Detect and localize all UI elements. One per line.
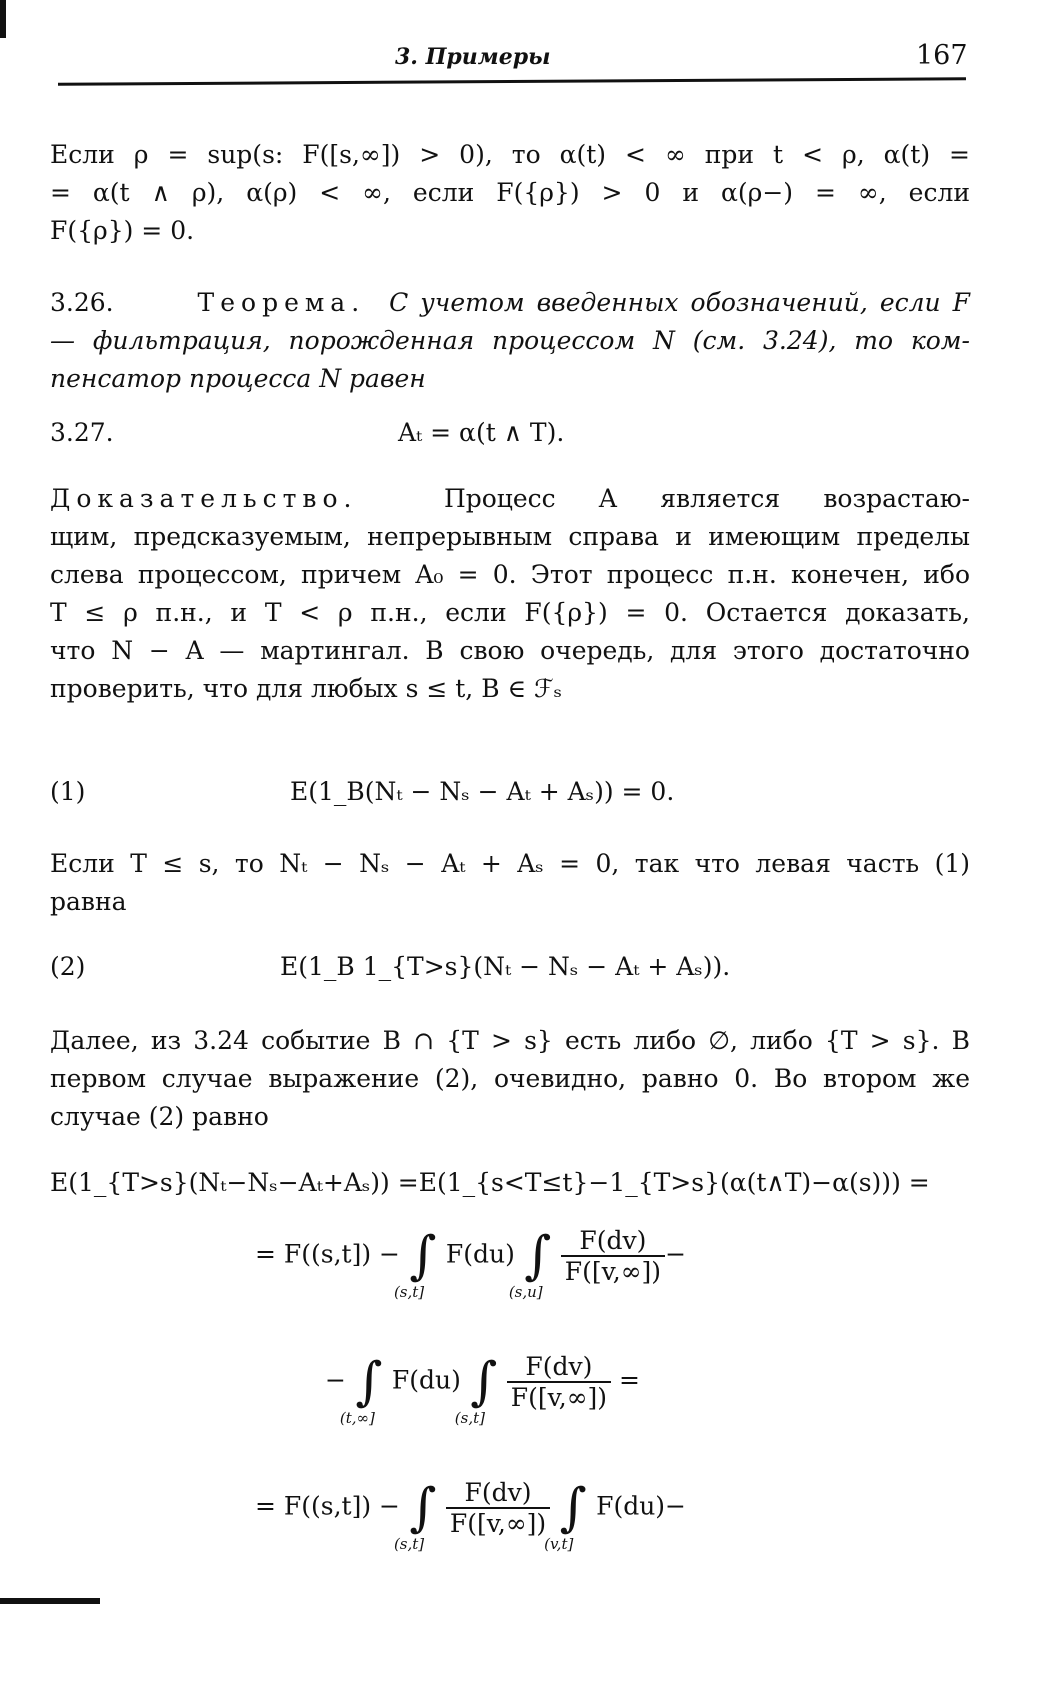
integral-sign: ∫ (s,t] [393,1478,437,1553]
proof-text: Процесс A является возрастаю- [443,484,970,513]
fraction-numerator: F(dv) [507,1352,611,1383]
text-line: проверить, что для любых s ≤ t, B ∈ ℱₛ [50,674,563,703]
fraction-numerator: F(dv) [446,1478,550,1509]
integral-limit: (v,t] [544,1535,574,1553]
equation-2: E(1_B 1_{T>s}(Nₜ − Nₛ − Aₜ + Aₛ)). [280,952,731,981]
scan-edge-mark [0,0,6,38]
text-line: слева процессом, причем A₀ = 0. Этот процесс п.н. конечен, ибо [50,560,970,589]
theorem-text: С учетом введенных обозначений, если F [389,288,970,317]
page-number: 167 [916,40,968,71]
text-line: T ≤ ρ п.н., и T < ρ п.н., если F({ρ}) = 0. Остается доказать, [50,598,970,627]
text-line: Если T ≤ s, то Nₜ − Nₛ − Aₜ + Aₛ = 0, так что левая часть (1) [50,849,970,878]
equation-number: 3.27. [50,418,114,447]
integral-limit: (s,t] [454,1409,485,1427]
integral-limit: (s,t] [393,1283,425,1301]
scan-edge-mark [0,1598,100,1604]
term: − [325,1365,346,1395]
term: = [618,1365,640,1395]
term: − [665,1239,687,1269]
term: F(du)− [596,1491,686,1521]
theorem-3-26 [50,284,970,398]
text-line: что N − A — мартингал. В свою очередь, для этого достаточно [50,636,970,665]
equation-number: (2) [50,952,86,981]
text-line: Далее, из 3.24 событие B ∩ {T > s} есть либо ∅, либо {T > s}. В [50,1026,970,1055]
text-line: Если ρ = sup(s: F([s,∞]) > 0), то α(t) < ∞ при t < ρ, α(t) = [50,140,970,169]
integral-limit: (s,t] [393,1535,425,1553]
term: F(du) [445,1239,515,1269]
integral-sign: ∫ (t,∞] [339,1352,383,1427]
proof-paragraph [50,480,970,708]
header-rule [58,77,966,86]
proof-first-line [50,480,970,518]
fraction-denominator: F([v,∞]) [564,1257,662,1286]
integral-sign: ∫ (s,t] [454,1352,498,1427]
display-equation-line-3 [325,1352,640,1427]
term: F(du) [391,1365,461,1395]
display-equation-line-1: E(1_{T>s}(Nₜ−Nₛ−Aₜ+Aₛ)) =E(1_{s<T≤t}−1_{T>s}(α(t∧T)−α(s))) = [50,1168,930,1197]
text-line: пенсатор процесса N равен [50,364,426,393]
equation-number: (1) [50,777,86,806]
paragraph-events [50,1022,970,1136]
theorem-first-line [50,284,970,322]
fraction-denominator: F([v,∞]) [449,1509,547,1538]
term: = F((s,t]) − [255,1239,400,1269]
text-line: щим, предсказуемым, непрерывным справа и имеющим пределы [50,522,970,551]
fraction-denominator: F([v,∞]) [510,1383,608,1412]
integral-sign: ∫ (s,t] [393,1226,437,1301]
paragraph-case-T-le-s [50,845,970,921]
text-line: F({ρ}) = 0. [50,216,195,245]
running-header: 3. Примеры [395,44,551,70]
text-line: = α(t ∧ ρ), α(ρ) < ∞, если F({ρ}) > 0 и α(ρ−) = ∞, если [50,178,970,207]
theorem-number: 3.26. [50,288,114,317]
equation-1: E(1_B(Nₜ − Nₛ − Aₜ + Aₛ)) = 0. [290,777,675,806]
integral-sign: ∫ (v,t] [544,1478,587,1553]
fraction [507,1352,611,1412]
theorem-title: Теорема. [197,288,366,317]
display-equation-line-4 [255,1478,686,1553]
fraction [446,1478,550,1538]
integral-limit: (s,u] [508,1283,543,1301]
integral-limit: (t,∞] [339,1409,375,1427]
display-equation-line-2 [255,1226,687,1301]
proof-title: Доказательство. [50,484,358,513]
text-line: первом случае выражение (2), очевидно, равно 0. Во втором же [50,1064,970,1093]
paragraph-rho-definition [50,136,970,250]
fraction [561,1226,665,1286]
term: = F((s,t]) − [255,1491,400,1521]
text-line: равна [50,887,127,916]
integral-sign: ∫ (s,u] [508,1226,552,1301]
equation-3-27: Aₜ = α(t ∧ T). [398,418,565,447]
text-line: случае (2) равно [50,1102,269,1131]
fraction-numerator: F(dv) [561,1226,665,1257]
text-line: — фильтрация, порожденная процессом N (см. 3.24), то ком- [50,326,970,355]
